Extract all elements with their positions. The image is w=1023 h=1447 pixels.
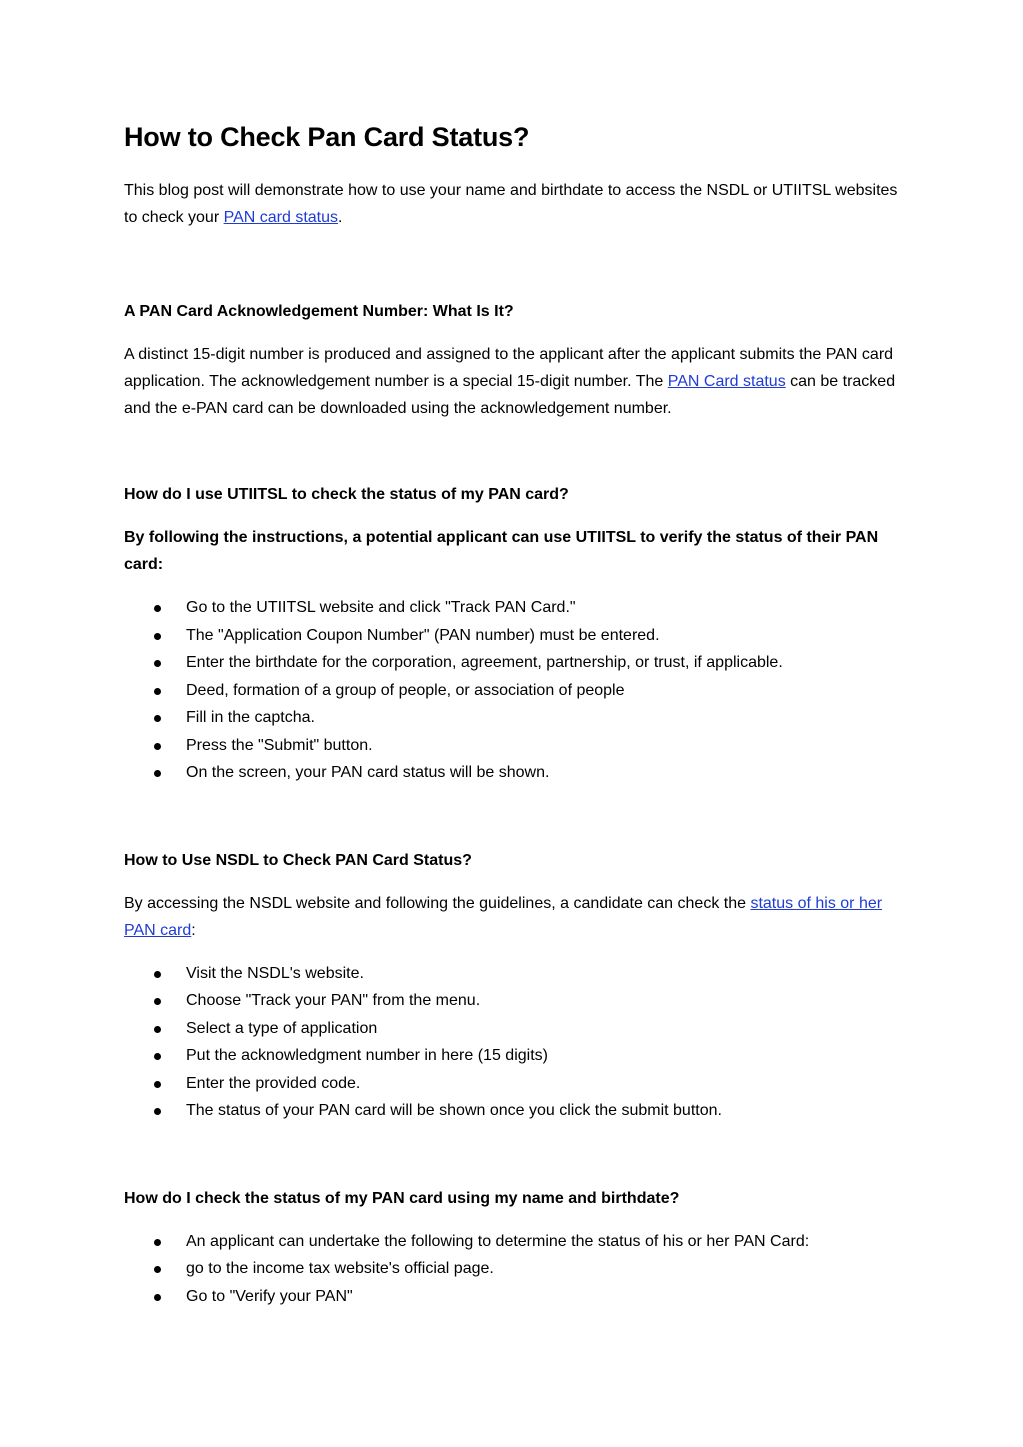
section2-heading: How do I use UTIITSL to check the status of my PAN card? bbox=[124, 486, 569, 504]
bullet-icon bbox=[154, 605, 161, 612]
intro-text-end: . bbox=[338, 209, 343, 227]
utiitsl-steps-list bbox=[124, 594, 904, 787]
nsdl-steps-list bbox=[124, 960, 904, 1125]
bullet-icon bbox=[154, 660, 161, 667]
list-item: Select a type of application bbox=[124, 1015, 904, 1043]
bullet-icon bbox=[154, 715, 161, 722]
pan-card-status-link[interactable]: PAN card status bbox=[223, 209, 339, 227]
bullet-icon bbox=[154, 1108, 161, 1115]
section1-heading: A PAN Card Acknowledgement Number: What Is It? bbox=[124, 303, 514, 321]
bullet-icon bbox=[154, 688, 161, 695]
list-item: Enter the provided code. bbox=[124, 1070, 904, 1098]
list-item: go to the income tax website's official page. bbox=[124, 1255, 904, 1283]
intro-text: This blog post will demonstrate how to use your name and birthdate to access the NSDL or UTIITSL websites to check your bbox=[124, 182, 898, 227]
bullet-icon bbox=[154, 971, 161, 978]
bullet-icon bbox=[154, 1266, 161, 1273]
name-birthdate-steps-list bbox=[124, 1228, 904, 1311]
list-item: Go to the UTIITSL website and click "Track PAN Card." bbox=[124, 594, 904, 622]
list-item: Visit the NSDL's website. bbox=[124, 960, 904, 988]
list-item: Press the "Submit" button. bbox=[124, 732, 904, 760]
list-item: Choose "Track your PAN" from the menu. bbox=[124, 987, 904, 1015]
section3-paragraph bbox=[124, 890, 904, 944]
section3-text: By accessing the NSDL website and following the guidelines, a candidate can check the bbox=[124, 894, 751, 912]
document-page bbox=[124, 120, 904, 1310]
bullet-icon bbox=[154, 743, 161, 750]
section1-paragraph bbox=[124, 341, 904, 422]
section1-text: A distinct 15-digit number is produced and assigned to the applicant after the applicant submits the PAN card application. The acknowledgement number is a special 15-digit number. The bbox=[124, 346, 894, 391]
bullet-icon bbox=[154, 633, 161, 640]
bullet-icon bbox=[154, 1026, 161, 1033]
section3-text-end: : bbox=[191, 921, 196, 939]
bullet-icon bbox=[154, 1081, 161, 1088]
bullet-icon bbox=[154, 1239, 161, 1246]
section4-heading: How do I check the status of my PAN card using my name and birthdate? bbox=[124, 1189, 680, 1207]
list-item: Go to "Verify your PAN" bbox=[124, 1283, 904, 1311]
list-item: Deed, formation of a group of people, or association of people bbox=[124, 677, 904, 705]
list-item: The "Application Coupon Number" (PAN number) must be entered. bbox=[124, 622, 904, 650]
section2-subheading: By following the instructions, a potential applicant can use UTIITSL to verify the status of their PAN card: bbox=[124, 529, 879, 574]
section1-text-end: can be tracked and the e-PAN card can be downloaded using the acknowledgement number. bbox=[124, 373, 896, 418]
bullet-icon bbox=[154, 998, 161, 1005]
list-item: An applicant can undertake the following to determine the status of his or her PAN Card: bbox=[124, 1228, 904, 1256]
list-item: Enter the birthdate for the corporation, agreement, partnership, or trust, if applicable. bbox=[124, 649, 904, 677]
list-item: On the screen, your PAN card status will be shown. bbox=[124, 759, 904, 787]
section3-heading: How to Use NSDL to Check PAN Card Status? bbox=[124, 851, 472, 869]
page-title: How to Check Pan Card Status? bbox=[124, 122, 530, 152]
intro-paragraph bbox=[124, 177, 904, 231]
pan-card-status-link-3[interactable]: status of his or her PAN card bbox=[124, 894, 883, 939]
list-item: The status of your PAN card will be shown once you click the submit button. bbox=[124, 1097, 904, 1125]
list-item: Fill in the captcha. bbox=[124, 704, 904, 732]
bullet-icon bbox=[154, 1053, 161, 1060]
pan-card-status-link-2[interactable]: PAN Card status bbox=[667, 373, 786, 391]
bullet-icon bbox=[154, 1294, 161, 1301]
list-item: Put the acknowledgment number in here (15 digits) bbox=[124, 1042, 904, 1070]
bullet-icon bbox=[154, 770, 161, 777]
